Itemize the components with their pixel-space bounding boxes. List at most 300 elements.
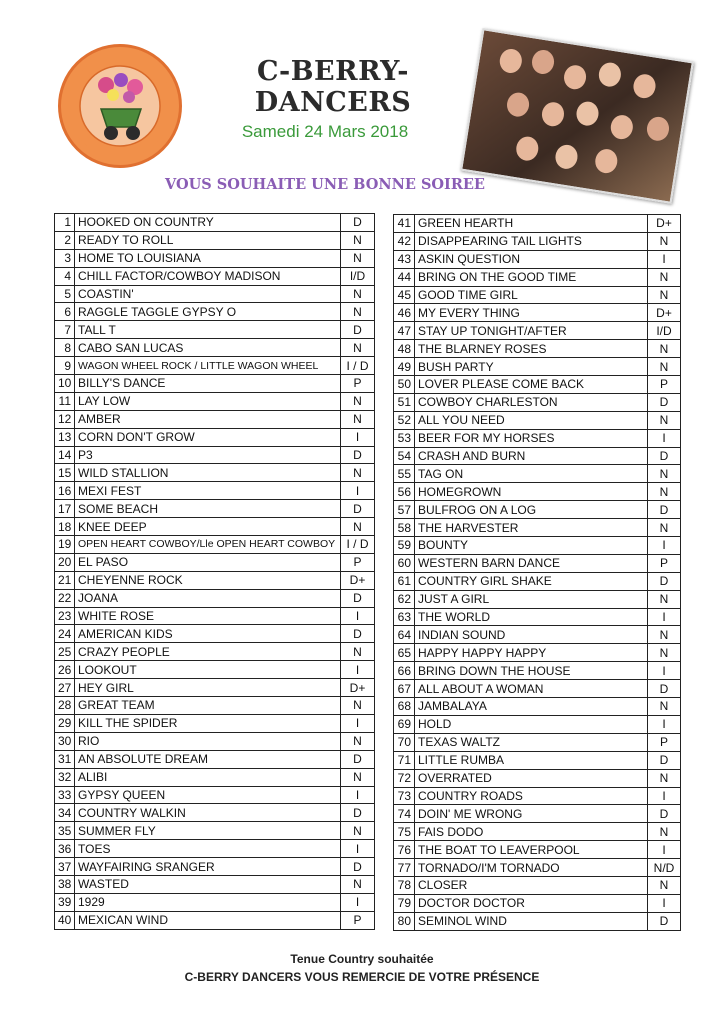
dance-name: CABO SAN LUCAS <box>75 339 341 357</box>
dance-level: N <box>648 465 681 483</box>
dance-name: WILD STALLION <box>75 464 341 482</box>
table-row <box>55 661 375 679</box>
dance-level: N/D <box>648 859 681 877</box>
dance-name: GYPSY QUEEN <box>75 786 341 804</box>
table-row <box>55 768 375 786</box>
table-row <box>394 751 681 769</box>
event-date: Samedi 24 Mars 2018 <box>241 122 409 141</box>
dance-name: WESTERN BARN DANCE <box>415 554 648 572</box>
dance-number: 45 <box>394 286 415 304</box>
dance-level: N <box>341 464 375 482</box>
dance-number: 9 <box>55 357 75 375</box>
dance-name: DOIN' ME WRONG <box>415 805 648 823</box>
dance-number: 80 <box>394 912 415 930</box>
dance-number: 35 <box>55 822 75 840</box>
dance-number: 68 <box>394 698 415 716</box>
dance-name: SOME BEACH <box>75 500 341 518</box>
dance-name: THE WORLD <box>415 608 648 626</box>
dance-name: RIO <box>75 732 341 750</box>
dance-number: 33 <box>55 786 75 804</box>
dance-number: 52 <box>394 411 415 429</box>
dance-name: LOVER PLEASE COME BACK <box>415 376 648 394</box>
dance-table-left <box>54 213 375 930</box>
dance-name: FAIS DODO <box>415 823 648 841</box>
table-row <box>55 714 375 732</box>
dance-number: 54 <box>394 447 415 465</box>
table-row <box>55 446 375 464</box>
dance-number: 20 <box>55 553 75 571</box>
dance-name: SEMINOL WIND <box>415 912 648 930</box>
table-row <box>394 322 681 340</box>
dance-number: 79 <box>394 894 415 912</box>
table-row <box>55 410 375 428</box>
dance-name: KILL THE SPIDER <box>75 714 341 732</box>
dance-name: COUNTRY ROADS <box>415 787 648 805</box>
dance-level: D <box>341 589 375 607</box>
table-row <box>394 519 681 537</box>
table-row <box>55 321 375 339</box>
table-row <box>55 697 375 715</box>
table-row <box>394 411 681 429</box>
dance-number: 30 <box>55 732 75 750</box>
table-row <box>55 500 375 518</box>
table-row <box>55 858 375 876</box>
dance-name: READY TO ROLL <box>75 231 341 249</box>
dance-number: 1 <box>55 214 75 232</box>
dance-number: 28 <box>55 697 75 715</box>
table-row <box>55 607 375 625</box>
table-row <box>394 250 681 268</box>
dance-level: D+ <box>341 679 375 697</box>
dance-number: 23 <box>55 607 75 625</box>
dance-name: TORNADO/I'M TORNADO <box>415 859 648 877</box>
table-row <box>394 859 681 877</box>
dance-name: ALL YOU NEED <box>415 411 648 429</box>
dance-name: BILLY'S DANCE <box>75 375 341 393</box>
dance-level: N <box>341 249 375 267</box>
dance-name: WHITE ROSE <box>75 607 341 625</box>
dance-level: N <box>341 643 375 661</box>
dance-name: CHILL FACTOR/COWBOY MADISON <box>75 267 341 285</box>
dance-level: D <box>648 912 681 930</box>
dance-number: 64 <box>394 626 415 644</box>
dance-level: P <box>341 375 375 393</box>
table-row <box>394 662 681 680</box>
table-row <box>55 464 375 482</box>
dance-level: D <box>648 805 681 823</box>
table-row <box>55 249 375 267</box>
dance-level: I <box>648 715 681 733</box>
dance-name: HOOKED ON COUNTRY <box>75 214 341 232</box>
flower-cart-icon <box>61 47 179 165</box>
dance-name: CLOSER <box>415 876 648 894</box>
dance-level: N <box>341 410 375 428</box>
dance-name: WAYFAIRING SRANGER <box>75 858 341 876</box>
dance-level: I <box>341 428 375 446</box>
table-row <box>55 428 375 446</box>
dance-level: P <box>648 376 681 394</box>
dance-number: 47 <box>394 322 415 340</box>
table-row <box>55 732 375 750</box>
table-row <box>394 876 681 894</box>
dance-number: 55 <box>394 465 415 483</box>
dance-number: 15 <box>55 464 75 482</box>
dance-level: D+ <box>341 571 375 589</box>
table-row <box>394 769 681 787</box>
dance-level: D <box>648 501 681 519</box>
dance-number: 26 <box>55 661 75 679</box>
dance-level: N <box>648 698 681 716</box>
dance-level: I <box>341 786 375 804</box>
dance-level: I/D <box>648 322 681 340</box>
dance-level: D <box>648 680 681 698</box>
dance-name: THE BOAT TO LEAVERPOOL <box>415 841 648 859</box>
table-row <box>394 715 681 733</box>
dance-number: 27 <box>55 679 75 697</box>
dance-level: N <box>648 626 681 644</box>
dance-name: COWBOY CHARLESTON <box>415 393 648 411</box>
dance-name: HOME TO LOUISIANA <box>75 249 341 267</box>
dance-name: COUNTRY WALKIN <box>75 804 341 822</box>
dance-name: AMERICAN KIDS <box>75 625 341 643</box>
dance-level: N <box>648 411 681 429</box>
table-row <box>394 572 681 590</box>
dance-number: 69 <box>394 715 415 733</box>
dance-name: HEY GIRL <box>75 679 341 697</box>
dance-level: D <box>341 446 375 464</box>
dance-level: N <box>648 232 681 250</box>
dance-name: AMBER <box>75 410 341 428</box>
dance-number: 50 <box>394 376 415 394</box>
dance-level: N <box>341 518 375 536</box>
dance-name: THE BLARNEY ROSES <box>415 340 648 358</box>
dance-level: N <box>341 697 375 715</box>
table-row <box>394 376 681 394</box>
table-row <box>55 536 375 554</box>
dance-number: 32 <box>55 768 75 786</box>
dance-name: GREEN HEARTH <box>415 215 648 233</box>
dance-level: N <box>341 303 375 321</box>
dance-number: 17 <box>55 500 75 518</box>
table-row <box>394 429 681 447</box>
table-row <box>55 840 375 858</box>
table-row <box>394 358 681 376</box>
dance-level: N <box>648 519 681 537</box>
dance-name: TALL T <box>75 321 341 339</box>
dance-level: D <box>341 750 375 768</box>
thank-you-note: C-BERRY DANCERS VOUS REMERCIE DE VOTRE PRÉSENCE <box>184 970 540 984</box>
dance-name: COASTIN' <box>75 285 341 303</box>
dance-level: I <box>341 840 375 858</box>
table-row <box>55 267 375 285</box>
table-row <box>394 447 681 465</box>
dance-level: I / D <box>341 357 375 375</box>
dance-name: CORN DON'T GROW <box>75 428 341 446</box>
dance-level: D+ <box>648 304 681 322</box>
dance-name: OVERRATED <box>415 769 648 787</box>
dance-level: N <box>648 590 681 608</box>
dance-number: 66 <box>394 662 415 680</box>
dance-name: CRAZY PEOPLE <box>75 643 341 661</box>
table-row <box>55 231 375 249</box>
dance-name: BEER FOR MY HORSES <box>415 429 648 447</box>
dance-level: D <box>341 321 375 339</box>
table-row <box>394 483 681 501</box>
dance-number: 41 <box>394 215 415 233</box>
dance-number: 29 <box>55 714 75 732</box>
dance-number: 13 <box>55 428 75 446</box>
table-row <box>55 285 375 303</box>
dance-number: 22 <box>55 589 75 607</box>
table-row <box>394 465 681 483</box>
dance-number: 31 <box>55 750 75 768</box>
table-row <box>394 537 681 555</box>
dance-number: 76 <box>394 841 415 859</box>
dress-code-note: Tenue Country souhaitée <box>290 952 434 966</box>
table-row <box>394 841 681 859</box>
dance-level: I <box>341 714 375 732</box>
table-row <box>394 680 681 698</box>
dance-name: AN ABSOLUTE DREAM <box>75 750 341 768</box>
table-row <box>394 912 681 930</box>
dance-name: LOOKOUT <box>75 661 341 679</box>
dance-number: 3 <box>55 249 75 267</box>
dance-level: D <box>648 572 681 590</box>
dance-name: EL PASO <box>75 553 341 571</box>
table-row <box>394 232 681 250</box>
dance-name: DISAPPEARING TAIL LIGHTS <box>415 232 648 250</box>
dance-name: 1929 <box>75 893 341 911</box>
table-row <box>394 304 681 322</box>
dance-name: RAGGLE TAGGLE GYPSY O <box>75 303 341 321</box>
dance-level: I <box>341 893 375 911</box>
dance-level: N <box>341 231 375 249</box>
dance-name: OPEN HEART COWBOY/Lle OPEN HEART COWBOY <box>75 536 341 554</box>
dance-number: 37 <box>55 858 75 876</box>
dance-number: 7 <box>55 321 75 339</box>
dance-level: N <box>648 340 681 358</box>
dance-number: 65 <box>394 644 415 662</box>
table-row <box>394 286 681 304</box>
dance-number: 59 <box>394 537 415 555</box>
table-row <box>55 357 375 375</box>
dance-name: JOANA <box>75 589 341 607</box>
dance-number: 8 <box>55 339 75 357</box>
table-row <box>394 501 681 519</box>
dance-number: 77 <box>394 859 415 877</box>
dance-number: 16 <box>55 482 75 500</box>
table-row <box>55 875 375 893</box>
dance-name: CRASH AND BURN <box>415 447 648 465</box>
dance-name: THE HARVESTER <box>415 519 648 537</box>
dance-number: 58 <box>394 519 415 537</box>
dance-level: I <box>341 661 375 679</box>
table-row <box>394 268 681 286</box>
table-row <box>394 894 681 912</box>
dance-level: N <box>341 285 375 303</box>
dance-number: 24 <box>55 625 75 643</box>
dance-number: 39 <box>55 893 75 911</box>
dance-number: 73 <box>394 787 415 805</box>
dance-level: N <box>648 286 681 304</box>
dance-number: 2 <box>55 231 75 249</box>
dance-number: 40 <box>55 911 75 929</box>
table-row <box>394 823 681 841</box>
table-row <box>55 804 375 822</box>
dance-number: 74 <box>394 805 415 823</box>
table-row <box>55 750 375 768</box>
dance-number: 46 <box>394 304 415 322</box>
table-row <box>394 340 681 358</box>
dance-level: I <box>648 787 681 805</box>
dance-level: I <box>341 607 375 625</box>
dance-number: 72 <box>394 769 415 787</box>
dance-level: P <box>648 733 681 751</box>
table-row <box>394 787 681 805</box>
dance-level: D <box>341 214 375 232</box>
table-row <box>55 893 375 911</box>
dance-number: 60 <box>394 554 415 572</box>
dance-level: D <box>648 447 681 465</box>
dance-number: 62 <box>394 590 415 608</box>
table-row <box>394 393 681 411</box>
table-row <box>55 303 375 321</box>
dance-number: 56 <box>394 483 415 501</box>
dance-name: ALIBI <box>75 768 341 786</box>
dance-number: 19 <box>55 536 75 554</box>
dance-name: BRING DOWN THE HOUSE <box>415 662 648 680</box>
dance-name: GREAT TEAM <box>75 697 341 715</box>
dance-name: INDIAN SOUND <box>415 626 648 644</box>
dance-name: DOCTOR DOCTOR <box>415 894 648 912</box>
table-row <box>55 571 375 589</box>
dance-table-right <box>393 214 681 931</box>
dance-name: ASKIN QUESTION <box>415 250 648 268</box>
dance-name: KNEE DEEP <box>75 518 341 536</box>
dance-level: N <box>648 483 681 501</box>
table-row <box>55 786 375 804</box>
dance-number: 49 <box>394 358 415 376</box>
dance-number: 51 <box>394 393 415 411</box>
dance-level: I/D <box>341 267 375 285</box>
dance-number: 63 <box>394 608 415 626</box>
dance-number: 25 <box>55 643 75 661</box>
dance-level: I <box>648 250 681 268</box>
table-row <box>394 590 681 608</box>
dance-number: 42 <box>394 232 415 250</box>
dance-level: P <box>341 911 375 929</box>
dance-level: D <box>341 625 375 643</box>
dance-number: 34 <box>55 804 75 822</box>
dance-level: D <box>648 393 681 411</box>
dance-level: N <box>341 732 375 750</box>
dance-name: BOUNTY <box>415 537 648 555</box>
table-row <box>394 554 681 572</box>
dance-number: 38 <box>55 875 75 893</box>
dance-name: P3 <box>75 446 341 464</box>
dance-level: I <box>648 537 681 555</box>
dance-name: WAGON WHEEL ROCK / LITTLE WAGON WHEEL <box>75 357 341 375</box>
dance-name: MY EVERY THING <box>415 304 648 322</box>
dance-number: 67 <box>394 680 415 698</box>
dance-level: D <box>341 804 375 822</box>
dance-number: 12 <box>55 410 75 428</box>
dance-number: 4 <box>55 267 75 285</box>
table-row <box>55 553 375 571</box>
dance-name: MEXI FEST <box>75 482 341 500</box>
dance-name: TEXAS WALTZ <box>415 733 648 751</box>
dance-number: 11 <box>55 392 75 410</box>
club-logo <box>58 44 182 168</box>
dance-level: N <box>648 644 681 662</box>
dance-name: JUST A GIRL <box>415 590 648 608</box>
table-row <box>55 643 375 661</box>
dance-level: I <box>648 429 681 447</box>
dance-number: 36 <box>55 840 75 858</box>
dance-level: I <box>648 894 681 912</box>
table-row <box>55 339 375 357</box>
dance-level: P <box>341 553 375 571</box>
table-row <box>394 698 681 716</box>
dance-name: WASTED <box>75 875 341 893</box>
dance-level: N <box>648 823 681 841</box>
dance-level: I / D <box>341 536 375 554</box>
dance-level: D+ <box>648 215 681 233</box>
dance-name: BUSH PARTY <box>415 358 648 376</box>
dance-name: SUMMER FLY <box>75 822 341 840</box>
dance-level: N <box>341 392 375 410</box>
dance-name: MEXICAN WIND <box>75 911 341 929</box>
dance-number: 78 <box>394 876 415 894</box>
dance-level: N <box>648 358 681 376</box>
dance-number: 61 <box>394 572 415 590</box>
dance-number: 70 <box>394 733 415 751</box>
dance-name: JAMBALAYA <box>415 698 648 716</box>
dance-number: 43 <box>394 250 415 268</box>
dance-number: 18 <box>55 518 75 536</box>
dance-level: N <box>648 769 681 787</box>
table-row <box>55 679 375 697</box>
dance-number: 44 <box>394 268 415 286</box>
dance-level: I <box>648 608 681 626</box>
dance-number: 71 <box>394 751 415 769</box>
table-row <box>55 589 375 607</box>
dance-level: I <box>648 662 681 680</box>
dance-level: D <box>341 858 375 876</box>
table-row <box>394 644 681 662</box>
table-row <box>55 625 375 643</box>
dance-name: GOOD TIME GIRL <box>415 286 648 304</box>
group-photo <box>460 28 694 204</box>
dance-level: D <box>341 500 375 518</box>
dance-name: CHEYENNE ROCK <box>75 571 341 589</box>
dance-number: 57 <box>394 501 415 519</box>
dance-name: TOES <box>75 840 341 858</box>
table-row <box>55 911 375 929</box>
table-row <box>55 822 375 840</box>
dance-level: N <box>341 339 375 357</box>
table-row <box>55 392 375 410</box>
dance-number: 14 <box>55 446 75 464</box>
dance-name: LAY LOW <box>75 392 341 410</box>
dance-level: D <box>648 751 681 769</box>
dance-name: ALL ABOUT A WOMAN <box>415 680 648 698</box>
dance-name: TAG ON <box>415 465 648 483</box>
dance-number: 5 <box>55 285 75 303</box>
table-row <box>55 214 375 232</box>
dance-name: HOMEGROWN <box>415 483 648 501</box>
dance-number: 21 <box>55 571 75 589</box>
